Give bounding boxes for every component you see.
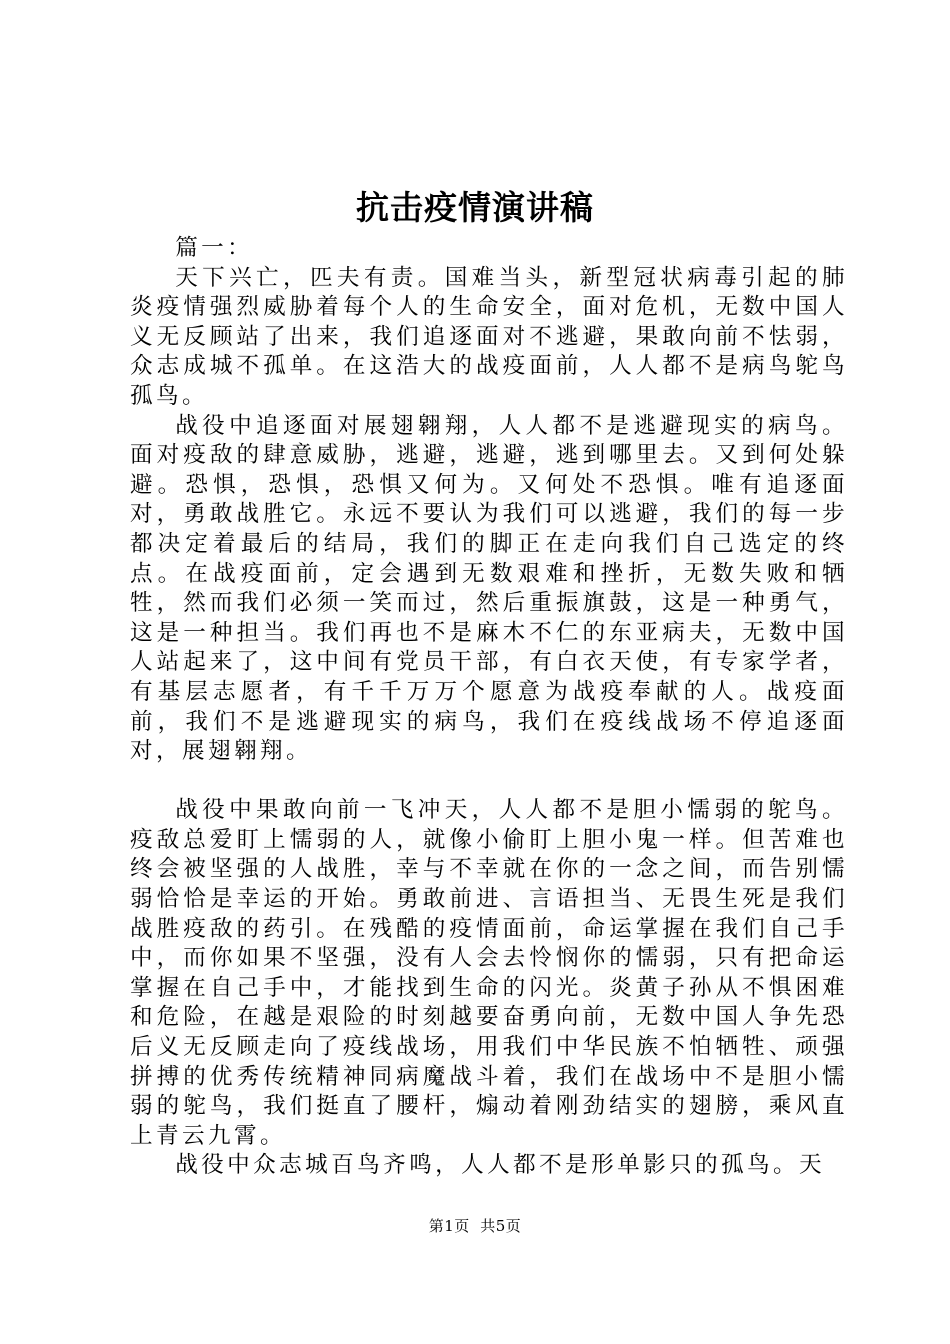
paragraph: 战役中众志城百鸟齐鸣，人人都不是形单影只的孤鸟。天 <box>175 1152 826 1179</box>
section-label: 篇一： <box>175 235 254 261</box>
document-body <box>130 234 848 1181</box>
page-footer: 第1页 共5页 <box>428 1217 522 1235</box>
document-title: 抗击疫情演讲稿 <box>356 188 594 227</box>
paragraph: 战役中果敢向前一飞冲天，人人都不是胆小懦弱的鸵鸟。疫敌总爱盯上懦弱的人，就像小偷盯上胆小鬼一样。但苦难也终会被坚强的人战胜，幸与不幸就在你的一念之间，而告别懦弱恰恰是幸运的开始。勇敢前进、言语担当、无畏生死是我们战胜疫敌的药引。在残酷的疫情面前，命运掌握在我们自己手中，而你如果不坚强，没有人会去怜悯你的懦弱，只有把命运掌握在自己手中，才能找到生命的闪光。炎黄子孙从不惧困难和危险，在越是艰险的时刻越要奋勇向前，无数中国人争先恐后义无反顾走向了疫线战场，用我们中华民族不怕牺牲、顽强拼搏的优秀传统精神同病魔战斗着，我们在战场中不是胆小懦弱的鸵鸟，我们挺直了腰杆，煽动着刚劲结实的翅膀，乘风直上青云九霄。 <box>130 797 848 1149</box>
paragraph: 天下兴亡，匹夫有责。国难当头，新型冠状病毒引起的肺炎疫情强烈威胁着每个人的生命安全，面对危机，无数中国人义无反顾站了出来，我们追逐面对不逃避，果敢向前不怯弱，众志成城不孤单。在这浩大的战疫面前，人人都不是病鸟鸵鸟孤鸟。 <box>130 264 848 409</box>
paragraph: 战役中追逐面对展翅翱翔，人人都不是逃避现实的病鸟。面对疫敌的肆意威胁，逃避，逃避，逃到哪里去。又到何处躲避。恐惧，恐惧，恐惧又何为。又何处不恐惧。唯有追逐面对，勇敢战胜它。永远不要认为我们可以逃避，我们的每一步都决定着最后的结局，我们的脚正在走向我们自己选定的终点。在战疫面前，定会遇到无数艰难和挫折，无数失败和牺牲，然而我们必须一笑而过，然后重振旗鼓，这是一种勇气，这是一种担当。我们再也不是麻木不仁的东亚病夫，无数中国人站起来了，这中间有党员干部，有白衣天使，有专家学者，有基层志愿者，有千千万万个愿意为战疫奉献的人。战疫面前，我们不是逃避现实的病鸟，我们在疫线战场不停追逐面对，展翅翱翔。 <box>130 412 848 765</box>
